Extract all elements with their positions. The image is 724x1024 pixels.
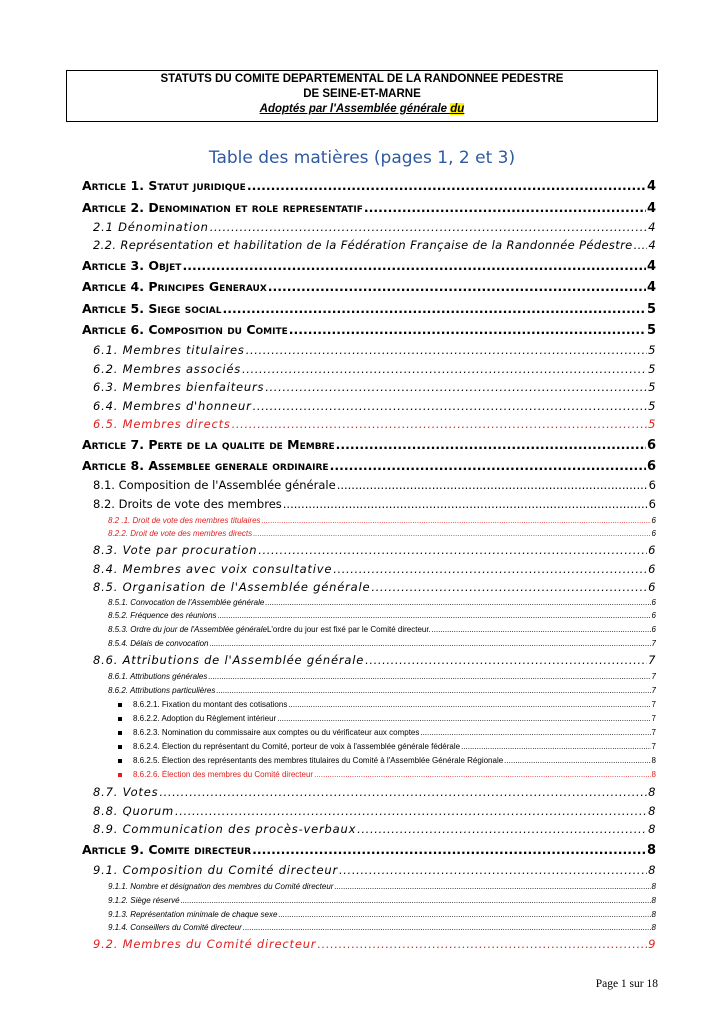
toc-entry-label: Article 5. Siege social bbox=[82, 301, 222, 316]
toc-entry-8-6-1[interactable] bbox=[108, 672, 656, 681]
toc-page-number: 8 bbox=[651, 896, 656, 905]
toc-entry-6-4[interactable] bbox=[93, 399, 656, 413]
toc-entry-label: Article 2. Denomination et role representatif bbox=[82, 200, 363, 215]
toc-entry-6-3[interactable] bbox=[93, 380, 656, 394]
toc-dot-leader bbox=[265, 598, 650, 607]
toc-entry-8-5-2[interactable] bbox=[108, 611, 656, 620]
highlighted-word: du bbox=[450, 103, 465, 115]
toc-dot-leader bbox=[317, 937, 647, 951]
toc-entry-label: 8.9. Communication des procès-verbaux bbox=[93, 822, 357, 836]
toc-page-number: 9 bbox=[648, 937, 656, 951]
toc-dot-leader bbox=[337, 478, 648, 492]
toc-entry-8-5[interactable] bbox=[93, 580, 656, 594]
toc-entry-8-8[interactable] bbox=[93, 804, 656, 818]
toc-entry-label: 6.5. Membres directs bbox=[93, 417, 231, 431]
toc-dot-leader bbox=[420, 728, 650, 737]
toc-entry-8-6-2-6[interactable] bbox=[118, 770, 656, 779]
toc-entry-8-9[interactable] bbox=[93, 822, 656, 836]
toc-entry-label: 8.6.2. Attributions particulières bbox=[108, 686, 216, 695]
toc-page-number: 8 bbox=[651, 756, 656, 765]
toc-entry-article-8[interactable] bbox=[82, 458, 656, 474]
toc-entry-label: Article 9. Comite directeur bbox=[82, 842, 252, 857]
toc-dot-leader bbox=[277, 714, 650, 723]
toc-page-number: 5 bbox=[648, 380, 656, 394]
toc-entry-8-6-2-5[interactable] bbox=[118, 756, 656, 765]
toc-dot-leader bbox=[243, 923, 651, 932]
toc-dot-leader bbox=[182, 258, 646, 273]
toc-entry-label: 8.5. Organisation de l'Assemblée générale bbox=[93, 580, 371, 594]
header-line-2: DE SEINE-ET-MARNE bbox=[303, 88, 421, 100]
toc-page-number: 8 bbox=[646, 843, 656, 858]
toc-entry-8-7[interactable] bbox=[93, 785, 656, 799]
toc-dot-leader bbox=[265, 380, 647, 394]
toc-entry-label: 8.6.2.6. Élection des membres du Comité directeur bbox=[133, 770, 314, 779]
toc-dot-leader bbox=[334, 882, 650, 891]
toc-entry-label: 8.1. Composition de l'Assemblée générale bbox=[93, 478, 336, 492]
toc-page-number: 7 bbox=[651, 742, 656, 751]
toc-page-number: 4 bbox=[648, 220, 656, 234]
toc-page-number: 6 bbox=[651, 516, 656, 525]
toc-dot-leader bbox=[247, 178, 646, 193]
toc-dot-leader bbox=[357, 822, 647, 836]
toc-dot-leader bbox=[504, 756, 650, 765]
toc-entry-8-6-2-4[interactable] bbox=[118, 742, 656, 751]
toc-dot-leader bbox=[232, 417, 647, 431]
bullet-icon bbox=[118, 745, 122, 749]
toc-entry-article-6[interactable] bbox=[82, 322, 656, 338]
toc-dot-leader bbox=[223, 301, 646, 316]
toc-entry-label: 8.5.2. Fréquence des réunions bbox=[108, 611, 217, 620]
toc-entry-8-1[interactable] bbox=[93, 478, 656, 492]
toc-entry-8-5-3-extra: L'ordre du jour est fixé par le Comité directeur. bbox=[266, 625, 431, 634]
toc-entry-8-6-2[interactable] bbox=[108, 686, 656, 695]
toc-dot-leader bbox=[432, 625, 651, 634]
toc-dot-leader bbox=[218, 611, 651, 620]
bullet-icon bbox=[118, 773, 122, 777]
toc-page-number: 6 bbox=[651, 529, 656, 538]
toc-title: Table des matières (pages 1, 2 et 3) bbox=[208, 148, 516, 168]
toc-entry-8-2[interactable] bbox=[93, 497, 656, 511]
header-line-3: Adoptés par l'Assemblée générale du bbox=[259, 103, 465, 115]
toc-entry-9-1-3[interactable] bbox=[108, 910, 656, 919]
toc-page-number: 5 bbox=[646, 302, 656, 317]
toc-entry-9-2[interactable] bbox=[93, 937, 656, 951]
bullet-icon bbox=[118, 759, 122, 763]
toc-dot-leader bbox=[339, 863, 647, 877]
toc-dot-leader bbox=[242, 362, 647, 376]
toc-dot-leader bbox=[258, 543, 647, 557]
toc-page-number: 7 bbox=[651, 714, 656, 723]
toc-page-number: 8 bbox=[648, 804, 656, 818]
toc-entry-label: 9.1. Composition du Comité directeur bbox=[93, 863, 339, 877]
toc-entry-label: Article 7. Perte de la qualite de Membre bbox=[82, 437, 335, 452]
bullet-icon bbox=[118, 717, 122, 721]
toc-page-number: 6 bbox=[651, 598, 656, 607]
toc-entry-8-5-1[interactable] bbox=[108, 598, 656, 607]
toc-entry-8-5-4[interactable] bbox=[108, 639, 656, 648]
toc-dot-leader bbox=[371, 580, 647, 594]
toc-entry-8-6-2-1[interactable] bbox=[118, 700, 656, 709]
toc-entry-label: 8.5.1. Convocation de l'Assemblée générale bbox=[108, 598, 265, 607]
toc-entry-label: 8.8. Quorum bbox=[93, 804, 174, 818]
toc-dot-leader bbox=[210, 639, 651, 648]
toc-page-number: 6 bbox=[648, 562, 656, 576]
toc-entry-9-1-4[interactable] bbox=[108, 923, 656, 932]
bullet-icon bbox=[118, 731, 122, 735]
toc-dot-leader bbox=[330, 458, 646, 473]
toc-entry-9-1-2[interactable] bbox=[108, 896, 656, 905]
toc-dot-leader bbox=[253, 399, 647, 413]
toc-page-number: 6 bbox=[651, 611, 656, 620]
toc-entry-8-5-3[interactable] bbox=[108, 625, 656, 634]
toc-entry-label: Article 8. Assemblee generale ordinaire bbox=[82, 458, 329, 473]
toc-entry-label: 6.4. Membres d'honneur bbox=[93, 399, 252, 413]
toc-entry-article-9[interactable] bbox=[82, 842, 656, 858]
toc-entry-label: 8.6.2.2. Adoption du Règlement intérieur bbox=[133, 714, 277, 723]
toc-entry-8-4[interactable] bbox=[93, 562, 656, 576]
toc-entry-2-2[interactable] bbox=[93, 238, 656, 252]
toc-entry-label: 9.1.1. Nombre et désignation des membres du Comité directeur bbox=[108, 882, 334, 891]
toc-entry-label: 8.5.4. Délais de convocation bbox=[108, 639, 209, 648]
toc-page-number: 5 bbox=[648, 399, 656, 413]
toc-entry-8-2-1[interactable] bbox=[108, 516, 656, 525]
toc-page-number: 4 bbox=[648, 238, 656, 252]
toc-page-number: 7 bbox=[651, 686, 656, 695]
toc-entry-label: 8.7. Votes bbox=[93, 785, 159, 799]
toc-dot-leader bbox=[461, 742, 650, 751]
toc-page-number: 6 bbox=[648, 580, 656, 594]
toc-page-number: 7 bbox=[651, 672, 656, 681]
toc-entry-label: 8.5.3. Ordre du jour de l'Assemblée générale bbox=[108, 625, 267, 634]
toc-page-number: 8 bbox=[651, 910, 656, 919]
toc-page-number: 7 bbox=[651, 728, 656, 737]
toc-entry-6-1[interactable] bbox=[93, 343, 656, 357]
toc-dot-leader bbox=[208, 672, 650, 681]
toc-entry-label: 8.6.2.3. Nomination du commissaire aux comptes ou du vérificateur aux comptes bbox=[133, 728, 420, 737]
toc-page-number: 5 bbox=[648, 417, 656, 431]
toc-entry-6-5[interactable] bbox=[93, 417, 656, 431]
bullet-icon bbox=[118, 703, 122, 707]
toc-entry-label: 9.1.3. Représentation minimale de chaque sexe bbox=[108, 910, 278, 919]
toc-entry-label: 8.3. Vote par procuration bbox=[93, 543, 258, 557]
page-footer: Page 1 sur 18 bbox=[595, 978, 658, 990]
toc-dot-leader bbox=[252, 842, 646, 857]
toc-entry-article-7[interactable] bbox=[82, 437, 656, 453]
toc-page-number: 6 bbox=[648, 478, 656, 492]
toc-page-number: 4 bbox=[646, 179, 656, 194]
toc-entry-8-6-2-2[interactable] bbox=[118, 714, 656, 723]
toc-entry-8-2-2[interactable] bbox=[108, 529, 656, 538]
toc-page-number: 7 bbox=[651, 639, 656, 648]
toc-page-number: 5 bbox=[648, 343, 656, 357]
toc-page-number: 4 bbox=[646, 280, 656, 295]
toc-dot-leader bbox=[365, 653, 647, 667]
toc-page-number: 6 bbox=[648, 497, 656, 511]
toc-entry-article-3[interactable] bbox=[82, 258, 656, 274]
toc-entry-article-4[interactable] bbox=[82, 279, 656, 295]
toc-entry-8-6-2-3[interactable] bbox=[118, 728, 656, 737]
toc-entry-label: 2.1 Dénomination bbox=[93, 220, 209, 234]
toc-page-number: 6 bbox=[646, 459, 656, 474]
toc-entry-label: 6.2. Membres associés bbox=[93, 362, 241, 376]
toc-dot-leader bbox=[283, 497, 648, 511]
toc-dot-leader bbox=[175, 804, 647, 818]
toc-page-number: 8 bbox=[651, 882, 656, 891]
toc-entry-6-2[interactable] bbox=[93, 362, 656, 376]
toc-entry-label: 2.2. Représentation et habilitation de la Fédération Française de la Randonnée Pédestre bbox=[93, 238, 633, 252]
toc-entry-2-1[interactable] bbox=[93, 220, 656, 234]
toc-entry-label: Article 6. Composition du Comite bbox=[82, 322, 288, 337]
toc-page-number: 4 bbox=[646, 201, 656, 216]
toc-entry-label: 8.2.2. Droit de vote des membres directs bbox=[108, 529, 253, 538]
toc-dot-leader bbox=[253, 529, 650, 538]
toc-dot-leader bbox=[634, 238, 648, 252]
toc-page-number: 8 bbox=[648, 863, 656, 877]
toc-entry-label: 8.2. Droits de vote des membres bbox=[93, 497, 282, 511]
toc-page-number: 6 bbox=[648, 543, 656, 557]
toc-dot-leader bbox=[181, 896, 651, 905]
toc-dot-leader bbox=[289, 322, 646, 337]
toc-entry-label: 8.6.2.4. Élection du représentant du Comité, porteur de voix à l'assemblée générale fédérale bbox=[133, 742, 461, 751]
toc-dot-leader bbox=[262, 516, 651, 525]
toc-dot-leader bbox=[216, 686, 650, 695]
toc-entry-9-1[interactable] bbox=[93, 863, 656, 877]
toc-page-number: 6 bbox=[646, 438, 656, 453]
toc-page-number: 4 bbox=[646, 259, 656, 274]
toc-dot-leader bbox=[210, 220, 647, 234]
toc-entry-9-1-1[interactable] bbox=[108, 882, 656, 891]
toc-entry-label: 8.6.1. Attributions générales bbox=[108, 672, 208, 681]
toc-entry-label: Article 4. Principes Generaux bbox=[82, 279, 267, 294]
toc-dot-leader bbox=[246, 343, 647, 357]
toc-entry-label: 6.1. Membres titulaires bbox=[93, 343, 245, 357]
toc-entry-8-3[interactable] bbox=[93, 543, 656, 557]
toc-page-number: 6 bbox=[651, 625, 656, 634]
toc-dot-leader bbox=[364, 200, 646, 215]
toc-entry-label: 8.6. Attributions de l'Assemblée générale bbox=[93, 653, 365, 667]
toc-page-number: 8 bbox=[651, 923, 656, 932]
toc-entry-label: Article 1. Statut juridique bbox=[82, 178, 246, 193]
toc-entry-label: Article 3. Objet bbox=[82, 258, 182, 273]
toc-entry-8-6[interactable] bbox=[93, 653, 656, 667]
toc-page-number: 8 bbox=[648, 822, 656, 836]
toc-entry-label: 8.4. Membres avec voix consultative bbox=[93, 562, 333, 576]
toc-dot-leader bbox=[288, 700, 650, 709]
toc-page-number: 8 bbox=[651, 770, 656, 779]
toc-entry-label: 8.6.2.5. Élection des représentants des membres titulaires du Comité à l'Assemblée Générale Régionale bbox=[133, 756, 504, 765]
toc-entry-label: 9.2. Membres du Comité directeur bbox=[93, 937, 317, 951]
toc-page-number: 5 bbox=[648, 362, 656, 376]
toc-entry-article-5[interactable] bbox=[82, 301, 656, 317]
toc-entry-label: 9.1.4. Conseillers du Comité directeur bbox=[108, 923, 242, 932]
toc-page-number: 5 bbox=[646, 323, 656, 338]
toc-dot-leader bbox=[314, 770, 650, 779]
toc-dot-leader bbox=[268, 279, 646, 294]
toc-entry-label: 8.6.2.1. Fixation du montant des cotisations bbox=[133, 700, 288, 709]
toc-dot-leader bbox=[159, 785, 647, 799]
toc-dot-leader bbox=[333, 562, 647, 576]
toc-entry-label: 8.2 .1. Droit de vote des membres titulaires bbox=[108, 516, 261, 525]
toc-entry-label: 6.3. Membres bienfaiteurs bbox=[93, 380, 265, 394]
document-header-box bbox=[66, 70, 658, 122]
toc-page-number: 8 bbox=[648, 785, 656, 799]
toc-page-number: 7 bbox=[651, 700, 656, 709]
toc-entry-label: 9.1.2. Siège réservé bbox=[108, 896, 180, 905]
toc-entry-article-2[interactable] bbox=[82, 200, 656, 216]
toc-dot-leader bbox=[336, 437, 646, 452]
toc-entry-article-1[interactable] bbox=[82, 178, 656, 194]
toc-page-number: 7 bbox=[648, 653, 656, 667]
toc-dot-leader bbox=[278, 910, 650, 919]
header-line-1: STATUTS DU COMITE DEPARTEMENTAL DE LA RANDONNEE PEDESTRE bbox=[160, 73, 564, 85]
